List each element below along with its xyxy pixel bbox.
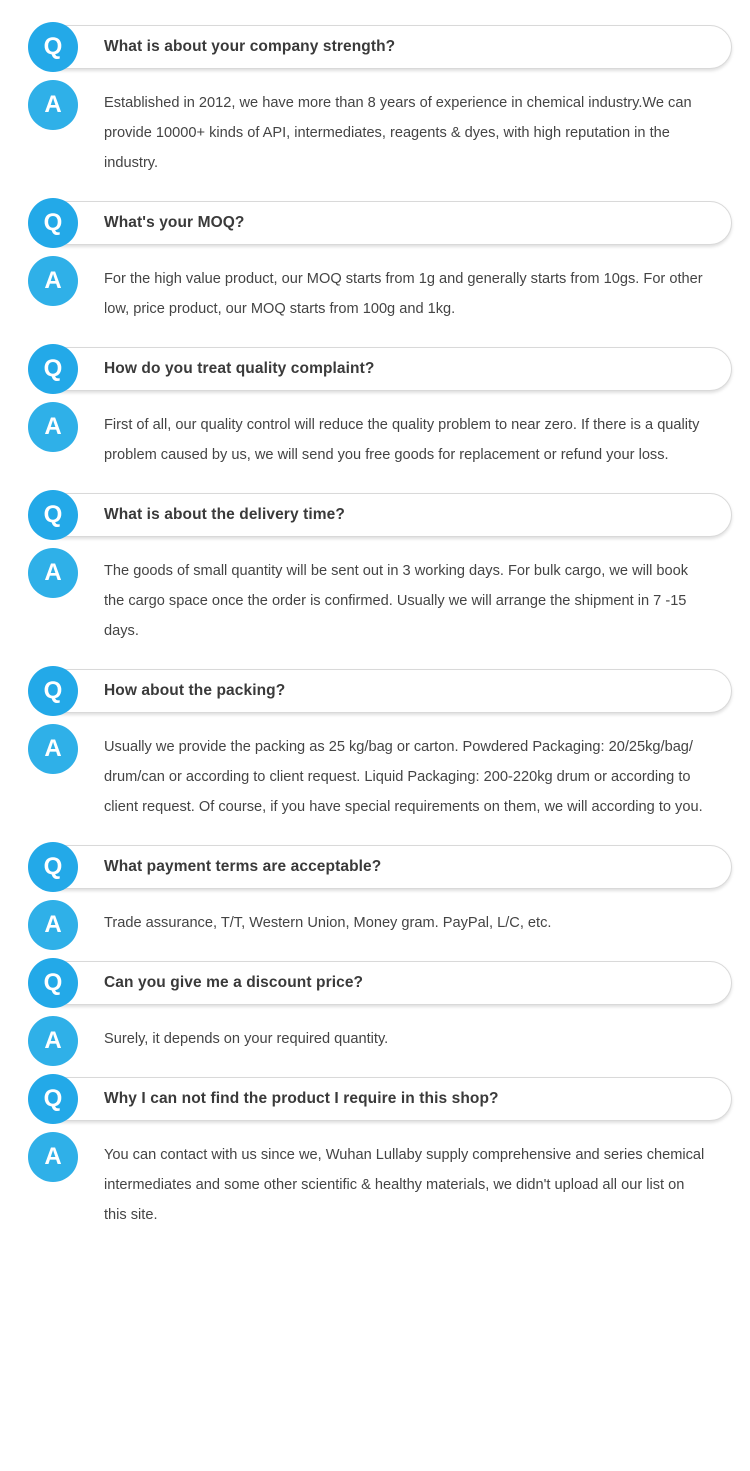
- faq-question-row[interactable]: [14, 958, 736, 1008]
- faq-answer-row: [14, 1132, 736, 1246]
- faq-question-text: What is about the delivery time?: [104, 506, 345, 523]
- faq-answer-text: Established in 2012, we have more than 8 years of experience in chemical industry.We can provide 10000+ kinds of API, intermediates, reagents & dyes, with high reputation in the industry.: [104, 95, 692, 171]
- faq-answer-text: First of all, our quality control will reduce the quality problem to near zero. If there is a quality problem caused by us, we will send you free goods for replacement or refund your loss.: [104, 417, 700, 463]
- faq-question-row[interactable]: [14, 666, 736, 716]
- faq-answer-text: The goods of small quantity will be sent out in 3 working days. For bulk cargo, we will book the cargo space once the order is confirmed. Usually we will arrange the shipment in 7 -15 days.: [104, 563, 689, 639]
- faq-question-row[interactable]: [14, 842, 736, 892]
- faq-answer-text: You can contact with us since we, Wuhan Lullaby supply comprehensive and series chemical intermediates and some other scientific & healthy materials, we didn't upload all our list on this site.: [104, 1147, 705, 1223]
- faq-item: [14, 842, 736, 954]
- answer-badge-icon: A: [28, 1132, 78, 1182]
- answer-badge-icon: A: [28, 1016, 78, 1066]
- faq-question-text: What's your MOQ?: [104, 214, 245, 231]
- faq-question-text: Can you give me a discount price?: [104, 974, 364, 991]
- faq-answer-row: [14, 256, 736, 340]
- faq-item: [14, 1074, 736, 1246]
- faq-answer-text: For the high value product, our MOQ starts from 1g and generally starts from 10gs. For other low, price product, our MOQ starts from 100g and 1kg.: [104, 271, 703, 317]
- question-badge-icon: Q: [28, 1074, 78, 1124]
- faq-question-row[interactable]: [14, 198, 736, 248]
- answer-badge-icon: A: [28, 548, 78, 598]
- faq-question-text: How about the packing?: [104, 682, 286, 699]
- faq-answer-text: Surely, it depends on your required quantity.: [104, 1031, 389, 1047]
- question-badge-icon: Q: [28, 490, 78, 540]
- faq-answer-text: Trade assurance, T/T, Western Union, Money gram. PayPal, L/C, etc.: [104, 915, 552, 931]
- faq-question-text: What payment terms are acceptable?: [104, 858, 382, 875]
- question-badge-icon: Q: [28, 666, 78, 716]
- faq-item: [14, 958, 736, 1070]
- answer-badge-icon: A: [28, 402, 78, 452]
- faq-item: [14, 344, 736, 486]
- question-badge-icon: Q: [28, 842, 78, 892]
- faq-question-row[interactable]: [14, 490, 736, 540]
- faq-question-text: What is about your company strength?: [104, 38, 396, 55]
- faq-question-row[interactable]: [14, 22, 736, 72]
- faq-item: [14, 22, 736, 194]
- faq-question-row[interactable]: [14, 1074, 736, 1124]
- question-badge-icon: Q: [28, 344, 78, 394]
- question-badge-icon: Q: [28, 958, 78, 1008]
- question-badge-icon: Q: [28, 198, 78, 248]
- faq-answer-row: [14, 402, 736, 486]
- faq-question-row[interactable]: [14, 344, 736, 394]
- question-badge-icon: Q: [28, 22, 78, 72]
- faq-question-text: How do you treat quality complaint?: [104, 360, 375, 377]
- faq-answer-row: [14, 80, 736, 194]
- faq-item: [14, 198, 736, 340]
- answer-badge-icon: A: [28, 256, 78, 306]
- faq-question-text: Why I can not find the product I require in this shop?: [104, 1090, 499, 1107]
- faq-answer-row: [14, 548, 736, 662]
- faq-answer-row: [14, 900, 736, 954]
- faq-answer-row: [14, 724, 736, 838]
- answer-badge-icon: A: [28, 80, 78, 130]
- answer-badge-icon: A: [28, 724, 78, 774]
- faq-answer-row: [14, 1016, 736, 1070]
- faq-answer-text: Usually we provide the packing as 25 kg/bag or carton. Powdered Packaging: 20/25kg/bag/ drum/can or according to client request. Liquid Packaging: 200-220kg drum or according to client request. Of course, if you have special requirements on them, we will according to you.: [104, 739, 703, 815]
- answer-badge-icon: A: [28, 900, 78, 950]
- faq-item: [14, 490, 736, 662]
- faq-item: [14, 666, 736, 838]
